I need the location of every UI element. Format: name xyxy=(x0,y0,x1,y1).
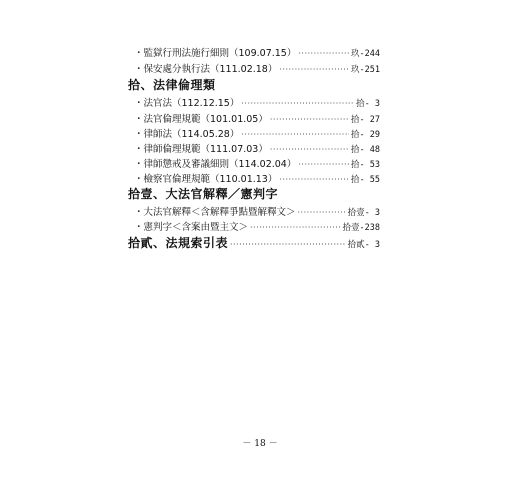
toc-entry-title: ・法官法（112.12.15） xyxy=(134,98,240,109)
toc-page-number: 拾- 48 xyxy=(351,145,380,155)
toc-entry xyxy=(134,141,380,155)
toc-page-number: 拾- 27 xyxy=(351,115,380,125)
dot-leader xyxy=(230,240,346,249)
toc-page-number: 拾- 53 xyxy=(351,160,380,170)
toc-page-number: 拾- 55 xyxy=(351,175,380,185)
dot-leader xyxy=(270,115,349,124)
toc-page-number: 玖-244 xyxy=(351,49,380,59)
page-number-footer: － 18 － xyxy=(242,439,278,449)
section-heading xyxy=(128,185,380,202)
section-heading-title: 拾貳、法規索引表 xyxy=(128,236,229,250)
toc-entry-title: ・監獄行刑法施行細則（109.07.15） xyxy=(134,48,297,59)
toc-entry xyxy=(134,219,380,233)
dot-leader xyxy=(298,208,346,217)
dot-leader xyxy=(241,99,354,108)
toc-entry-title: ・大法官解釋＜含解釋爭點暨解釋文＞ xyxy=(134,207,296,218)
toc-entry xyxy=(134,45,380,59)
toc-page-number: 拾壹-238 xyxy=(342,223,380,233)
toc-entry xyxy=(134,204,380,218)
section-heading xyxy=(128,76,380,93)
toc-entry-title: ・律師法（114.05.28） xyxy=(134,129,240,140)
toc-entry-title: ・憲判字＜含案由暨主文＞ xyxy=(134,222,249,233)
toc-entry-title: ・法官倫理規範（101.01.05） xyxy=(134,114,268,125)
section-heading xyxy=(128,234,380,251)
toc-entry-title: ・檢察官倫理規範（110.01.13） xyxy=(134,174,278,185)
toc-page-number: 拾- 29 xyxy=(351,130,380,140)
dot-leader xyxy=(250,223,341,232)
toc-page-number: 玖-251 xyxy=(351,65,380,75)
toc-page-number: 拾貳- 3 xyxy=(347,240,380,250)
toc-page-number: 拾- 3 xyxy=(356,99,380,109)
dot-leader xyxy=(270,145,349,154)
toc-entry-title: ・律師懲戒及審議細則（114.02.04） xyxy=(134,159,297,170)
section-heading-title: 拾、法律倫理類 xyxy=(128,78,216,92)
dot-leader xyxy=(279,175,349,184)
toc-entry xyxy=(134,126,380,140)
toc-entry xyxy=(134,156,380,170)
dot-leader xyxy=(241,130,349,139)
toc-entry xyxy=(134,95,380,109)
toc-page-number: 拾壹- 3 xyxy=(347,208,380,218)
dot-leader xyxy=(298,160,349,169)
toc-entry xyxy=(134,61,380,75)
dot-leader xyxy=(298,49,349,58)
section-heading-title: 拾壹、大法官解釋／憲判字 xyxy=(128,187,279,201)
dot-leader xyxy=(279,65,349,74)
toc-entry-title: ・律師倫理規範（111.07.03） xyxy=(134,144,268,155)
toc-entry xyxy=(134,171,380,185)
toc-entry xyxy=(134,111,380,125)
toc-entry-title: ・保安處分執行法（111.02.18） xyxy=(134,64,278,75)
